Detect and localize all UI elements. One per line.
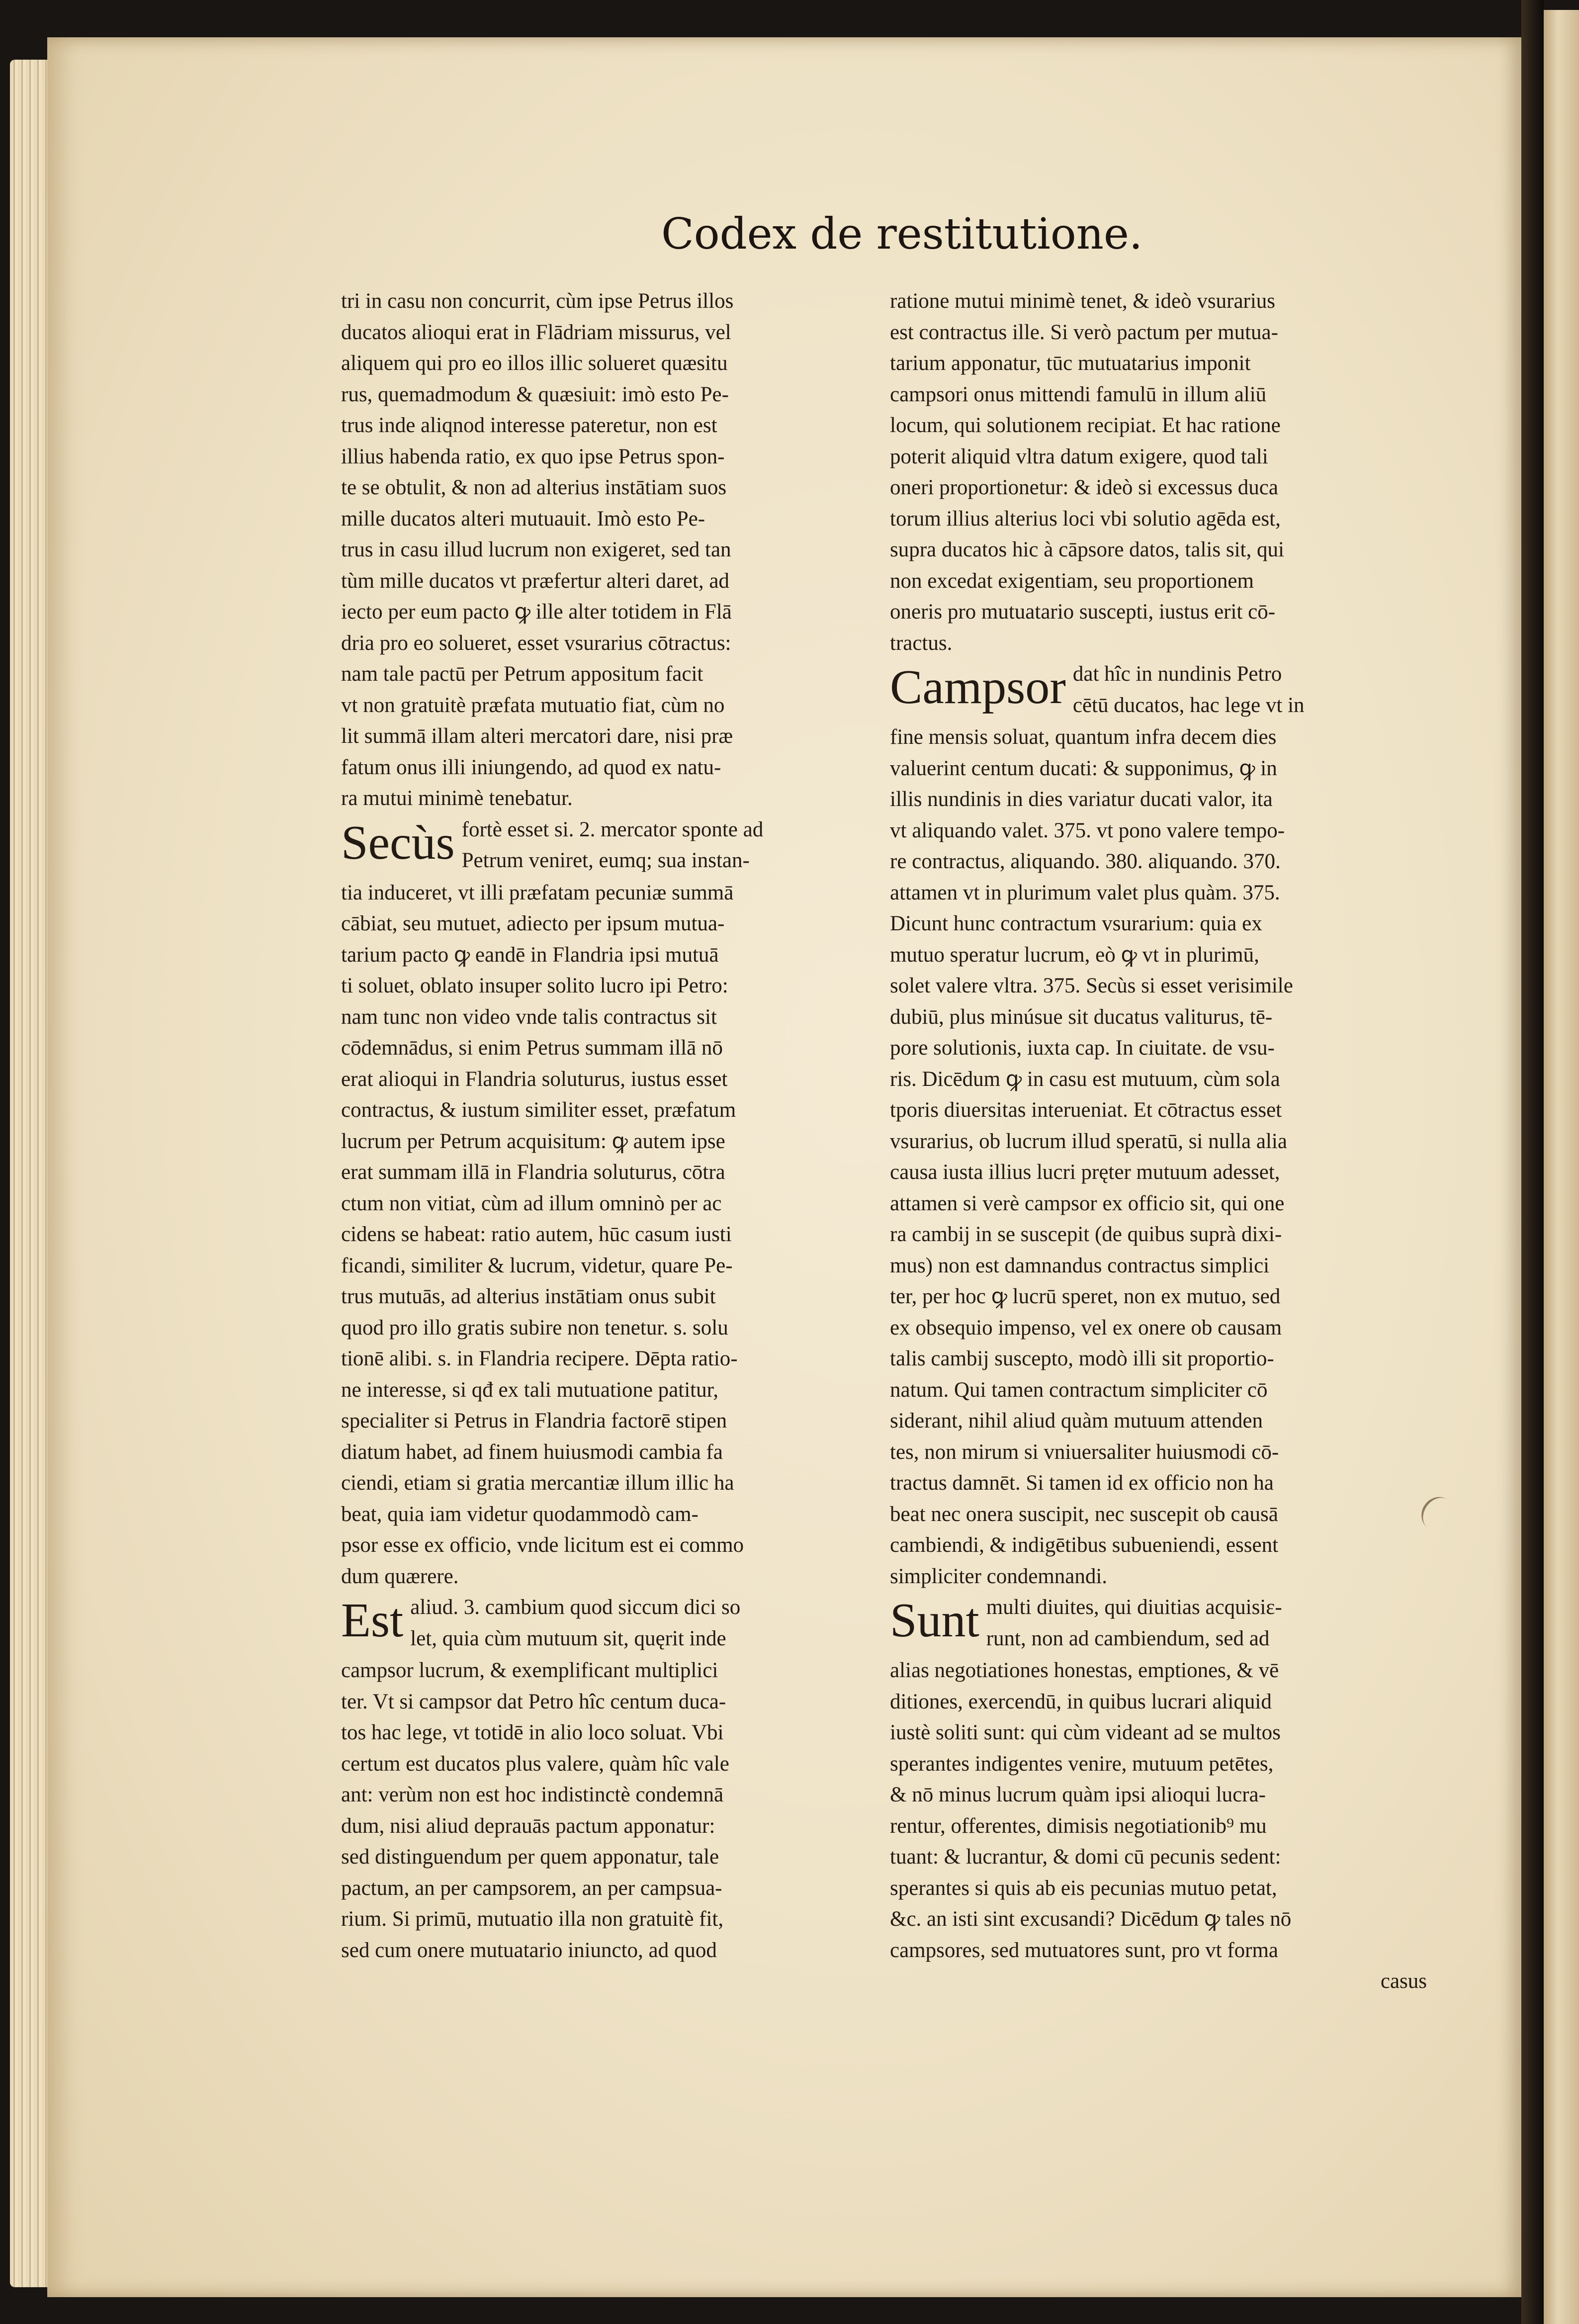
text-line: & nō minus lucrum quàm ipsi alioqui lucra- [890,1783,1266,1806]
text-line: tractus damnēt. Si tamen id ex officio non ha [890,1471,1274,1495]
text-line: tia induceret, vt illi præfatam pecuniæ summā [341,881,734,904]
text-line: re contractus, aliquando. 380. aliquando. 370. [890,850,1281,873]
text-line: mutuo speratur lucrum, eò ꝙ vt in plurimū, [890,943,1259,967]
text-line: oneris pro mutuatario suscepti, iustus erit cō- [890,600,1276,624]
catchword: casus [1380,1969,1427,1993]
text-line: dat hîc in nundinis Petro [1072,662,1282,686]
text-line: sed distinguendum per quem apponatur, tale [341,1845,719,1869]
text-line: dubiū, plus minúsue sit ducatus valiturus, tē- [890,1005,1273,1029]
text-line: ficandi, similiter & lucrum, videtur, quare Pe- [341,1253,733,1277]
initial-word: Secùs [341,815,455,870]
text-line: lucrum per Petrum acquisitum: ꝙ autem ipse [341,1129,725,1153]
text-line: cambiendi, & indigētibus subueniendi, essent [890,1533,1279,1557]
text-line: causa iusta illius lucri pręter mutuum adesset, [890,1161,1280,1184]
text-line: certum est ducatos plus valere, quàm hîc vale [341,1752,729,1776]
left-column [341,286,853,1966]
text-line: iustè soliti sunt: qui cùm videant ad se multos [890,1721,1281,1744]
text-line: illius habenda ratio, ex quo ipse Petrus spon- [341,445,725,468]
text-line: ra cambij in se suscepit (de quibus suprà dixi- [890,1223,1282,1246]
text-line: attamen si verè campsor ex officio sit, qui one [890,1191,1285,1215]
text-line: mus) non est damnandus contractus simplici [890,1253,1270,1277]
text-line: natum. Qui tamen contractum simpliciter cō [890,1378,1268,1402]
text-line: contractus, & iustum similiter esset, præfatum [341,1098,736,1122]
paragraph [341,814,853,1593]
text-line: non excedat exigentiam, seu proportionem [890,569,1254,593]
text-line: ex obsequio impenso, vel ex onere ob causam [890,1316,1282,1340]
text-line: est contractus ille. Si verò pactum per mutua- [890,320,1278,344]
text-line: fine mensis soluat, quantum infra decem dies [890,725,1277,749]
running-head: Codex de restitutione. [661,209,1143,259]
text-line: tractus. [890,631,953,655]
text-line: diatum habet, ad finem huiusmodi cambia fa [341,1440,723,1464]
text-line: dria pro eo solueret, esset vsurarius cōtractus: [341,631,731,655]
text-line: illis nundinis in dies variatur ducati valor, ita [890,788,1273,811]
text-line: tarium pacto ꝙ eandē in Flandria ipsi mutuā [341,943,719,967]
text-line: dum, nisi aliud deprauās pactum apponatur: [341,1814,715,1838]
text-line: ne interesse, si qđ ex tali mutuatione patitur, [341,1378,718,1402]
text-line: ant: verùm non est hoc indistinctè condemnā [341,1783,724,1806]
text-line: sperantes indigentes venire, mutuum petētes, [890,1752,1274,1776]
text-line: nam tale pactū per Petrum appositum facit [341,662,703,686]
text-line: tùm mille ducatos vt præfertur alteri daret, ad [341,569,729,593]
paragraph-body [890,722,1437,1592]
paragraph [890,659,1437,1592]
text-line: cābiat, seu mutuet, adiecto per ipsum mutua- [341,912,725,935]
initial-word: Campsor [890,660,1066,714]
text-line: multi diuites, qui diuitias acquisiε- [986,1596,1282,1619]
text-line: ctum non vitiat, cùm ad illum omninò per ac [341,1191,722,1215]
text-line: solet valere vltra. 375. Secùs si esset verisimile [890,974,1293,997]
text-line: dum quærere. [341,1564,459,1588]
text-line: vt aliquando valet. 375. vt pono valere tempo- [890,818,1285,842]
text-line: runt, non ad cambiendum, sed ad [986,1626,1270,1650]
text-line: torum illius alterius loci vbi solutio agēda est, [890,507,1281,531]
text-line: alias negotiationes honestas, emptiones, & vē [890,1659,1279,1682]
text-line: ris. Dicēdum ꝙ in casu est mutuum, cùm sola [890,1067,1280,1091]
text-line: rium. Si primū, mutuatio illa non gratuitè fit, [341,1907,724,1931]
text-line: let, quia cùm mutuum sit, quęrit inde [410,1626,726,1650]
text-line: nam tunc non video vnde talis contractus sit [341,1005,717,1029]
initial-word: Sunt [890,1594,979,1647]
text-line: campsores, sed mutuatores sunt, pro vt forma [890,1938,1278,1962]
text-line: ducatos alioqui erat in Flādriam missurus, vel [341,320,731,344]
next-leaf-edge [1544,10,1579,2324]
text-line: campsor lucrum, & exemplificant multiplici [341,1659,718,1682]
text-line: attamen vt in plurimum valet plus quàm. 375. [890,881,1280,904]
text-line: tuant: & lucrantur, & domi cū pecunis sedent: [890,1845,1281,1869]
text-line: pactum, an per campsorem, an per campsua- [341,1876,722,1900]
text-line: supra ducatos hic à cāpsore datos, talis sit, qui [890,538,1284,561]
text-line: trus in casu illud lucrum non exigeret, sed tan [341,538,731,561]
text-line: vt non gratuitè præfata mutuatio fiat, cùm no [341,693,725,717]
text-line: ter. Vt si campsor dat Petro hîc centum duca- [341,1690,726,1713]
text-line: tarium apponatur, tūc mutuatarius imponit [890,352,1251,375]
text-line: cētū ducatos, hac lege vt in [1072,693,1305,717]
text-line: te se obtulit, & non ad alterius instātiam suos [341,476,727,499]
text-line: tionē alibi. s. in Flandria recipere. Dēpta ratio- [341,1347,738,1370]
text-line: beat, quia iam videtur quodammodò cam- [341,1502,699,1526]
text-line: ti soluet, oblato insuper solito lucro ipi Petro: [341,974,728,997]
gutter-shadow [1521,0,1544,2324]
text-line: erat alioqui in Flandria soluturus, iustus esset [341,1067,728,1091]
text-line: talis cambij suscepto, modò illi sit proportio- [890,1347,1274,1370]
text-line: pore solutionis, iuxta cap. In ciuitate. de vsu- [890,1036,1275,1060]
text-line: cōdemnādus, si enim Petrus summam illā nō [341,1036,723,1060]
text-line: quod pro illo gratis subire non tenetur. s. solu [341,1316,728,1340]
text-line: poterit aliquid vltra datum exigere, quod tali [890,445,1268,468]
text-line: ciendi, etiam si gratia mercantiæ illum illic ha [341,1471,734,1495]
right-column [890,286,1437,1997]
text-line: mille ducatos alteri mutuauit. Imò esto Pe- [341,507,705,531]
text-line: Dicunt hunc contractum vsurarium: quia ex [890,912,1262,935]
text-line: oneri proportionetur: & ideò si excessus duca [890,476,1278,499]
text-line: sperantes si quis ab eis pecunias mutuo petat, [890,1876,1277,1900]
paragraph [890,286,1437,659]
text-line: tri in casu non concurrit, cùm ipse Petrus illos [341,289,734,313]
text-line: Petrum veniret, eumq; sua instan- [461,849,750,872]
text-line: cidens se habeat: ratio autem, hūc casum iusti [341,1223,732,1246]
text-line: ra mutui minimè tenebatur. [341,787,573,810]
text-line: rentur, offerentes, dimisis negotiationib⁹ mu [890,1814,1267,1838]
paragraph-lead [341,1592,853,1654]
text-line: fatum onus illi iniungendo, ad quod ex natu- [341,755,721,779]
text-line: fortè esset si. 2. mercator sponte ad [461,817,764,841]
text-line: ter, per hoc ꝙ lucrū speret, non ex mutuo, sed [890,1285,1281,1308]
text-line: specialiter si Petrus in Flandria factorē stipen [341,1409,727,1432]
text-line: aliquem qui pro eo illos illic solueret quæsitu [341,352,728,375]
text-line: tporis diuersitas interueniat. Et cōtractus esset [890,1098,1282,1122]
text-line: ditiones, exercendū, in quibus lucrari aliquid [890,1690,1272,1713]
text-line: simpliciter condemnandi. [890,1564,1108,1588]
initial-word: Est [341,1594,404,1647]
text-line: rus, quemadmodum & quæsiuit: imò esto Pe- [341,382,729,406]
paragraph-body [890,1655,1437,1966]
paragraph [890,1592,1437,1966]
text-line: beat nec onera suscipit, nec suscepit ob causā [890,1502,1278,1526]
text-line: sed cum onere mutuatario iniuncto, ad quod [341,1938,717,1962]
text-line: &c. an isti sint excusandi? Dicēdum ꝙ tales nō [890,1907,1292,1931]
text-line: trus inde aliqnod interesse pateretur, non est [341,414,717,437]
paragraph [341,286,853,814]
text-line: lit summā illam alteri mercatori dare, nisi præ [341,724,733,748]
text-line: aliud. 3. cambium quod siccum dici so [410,1596,741,1619]
text-line: erat summam illā in Flandria soluturus, cōtra [341,1161,725,1184]
text-line: ratione mutui minimè tenet, & ideò vsurarius [890,289,1276,313]
text-line: tes, non mirum si vniuersaliter huiusmodi cō- [890,1440,1279,1464]
text-line: siderant, nihil aliud quàm mutuum attenden [890,1409,1263,1432]
text-line: vsurarius, ob lucrum illud speratū, si nulla alia [890,1129,1287,1153]
paragraph-body [341,1655,853,1966]
paragraph [341,1592,853,1966]
text-line: tos hac lege, vt totidē in alio loco soluat. Vbi [341,1721,724,1744]
text-line: valuerint centum ducati: & supponimus, ꝙ in [890,756,1277,780]
text-line: psor esse ex officio, vnde licitum est ei commo [341,1533,744,1557]
text-line: locum, qui solutionem recipiat. Et hac ratione [890,414,1281,437]
text-line: campsori onus mittendi famulū in illum aliū [890,382,1267,406]
text-line: iecto per eum pacto ꝙ ille alter totidem in Flā [341,600,732,624]
paragraph-body [341,878,853,1593]
text-line: trus mutuās, ad alterius instātiam onus subit [341,1285,716,1308]
